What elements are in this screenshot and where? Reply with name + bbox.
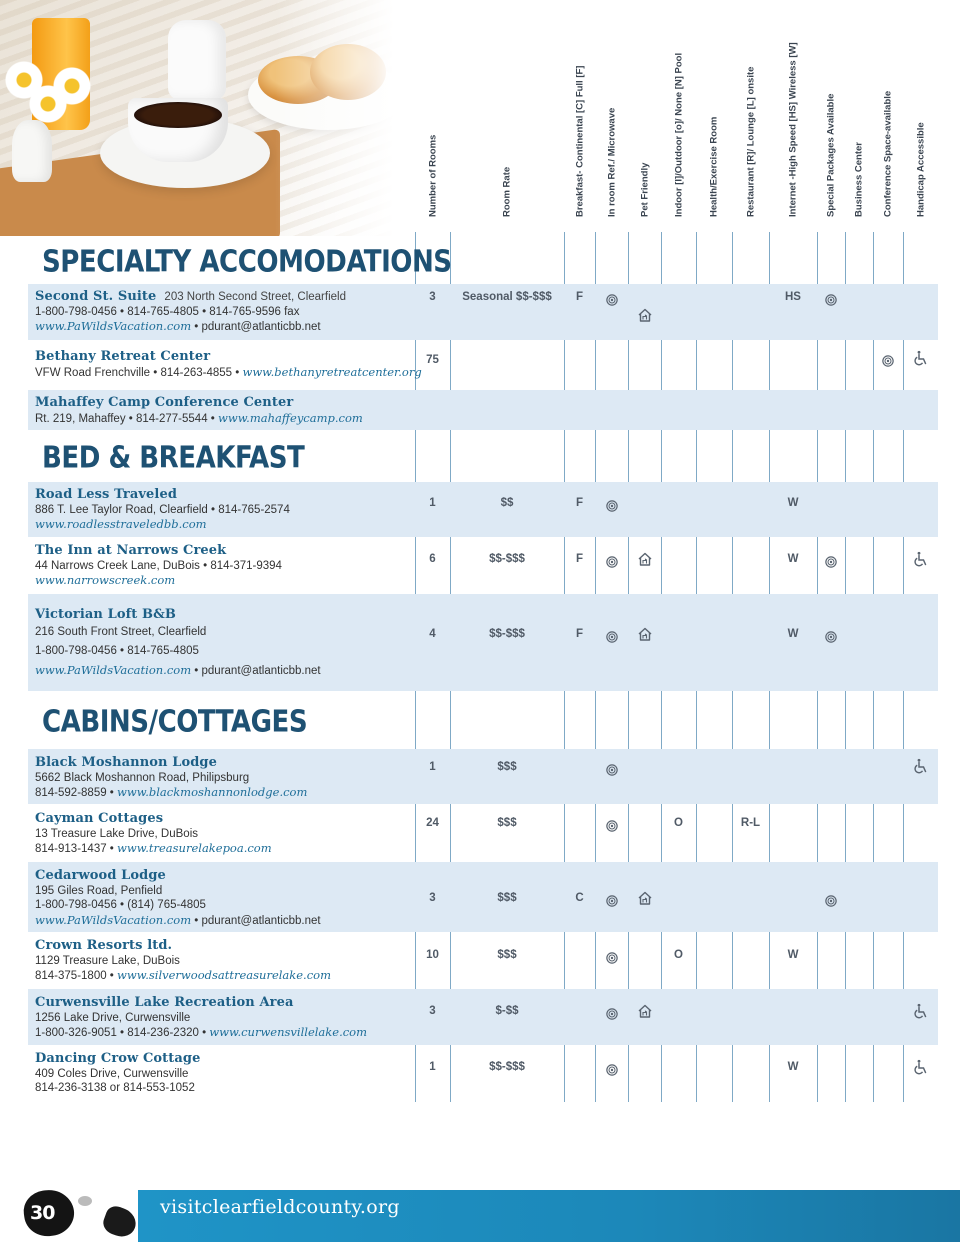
listing-contact-line: 886 T. Lee Taylor Road, Clearfield • 814-765-2574 bbox=[35, 503, 290, 516]
column-header-label: Number of Rooms bbox=[427, 134, 438, 217]
column-header bbox=[732, 0, 769, 232]
listing-entry bbox=[35, 939, 331, 984]
rate-value: $$-$$$ bbox=[489, 553, 525, 565]
listing-web-line bbox=[35, 841, 272, 857]
target-icon bbox=[606, 892, 618, 904]
rooms-value: 3 bbox=[429, 892, 436, 904]
listing-contact-prefix: 814-913-1437 • bbox=[35, 843, 118, 855]
target-icon bbox=[606, 291, 618, 303]
listing-entry bbox=[35, 488, 290, 533]
listing-website-link[interactable]: www.PaWildsVacation.com bbox=[35, 319, 192, 333]
target-icon bbox=[606, 1061, 618, 1073]
listing-website-link[interactable]: www.blackmoshannonlodge.com bbox=[117, 785, 308, 799]
breakfast-value: F bbox=[575, 497, 584, 509]
listing-contact-prefix: 814-375-1800 • bbox=[35, 970, 118, 982]
column-header bbox=[817, 0, 845, 232]
rooms-value: 6 bbox=[429, 553, 436, 565]
listing-web-line bbox=[35, 517, 290, 533]
column-header-label: Breakfast- Continental [C] Full [F] bbox=[574, 65, 585, 217]
internet-value: HS bbox=[785, 291, 801, 303]
target-icon bbox=[606, 949, 618, 961]
footer-website-link[interactable]: visitclearfieldcounty.org bbox=[160, 1196, 400, 1218]
target-icon bbox=[825, 628, 837, 640]
listing-website-link[interactable]: www.curwensvillelake.com bbox=[209, 1025, 367, 1039]
rate-value: $$$ bbox=[497, 949, 517, 961]
listing-website-link[interactable]: www.roadlesstraveledbb.com bbox=[35, 517, 207, 531]
wheelchair-icon bbox=[913, 758, 929, 774]
listing-name: Victorian Loft B&B bbox=[35, 607, 177, 622]
rate-value: Seasonal $$-$$$ bbox=[462, 291, 552, 303]
listing-website-link[interactable]: www.treasurelakepoa.com bbox=[117, 841, 272, 855]
rate-value: $$$ bbox=[497, 761, 517, 773]
column-header bbox=[873, 0, 903, 232]
house-pet-icon bbox=[637, 1003, 653, 1019]
column-header-label: Health/Exercise Room bbox=[708, 116, 720, 217]
hero-breakfast-photo bbox=[0, 0, 415, 236]
ink-splat-decoration bbox=[78, 1196, 92, 1206]
rate-value: $-$$ bbox=[495, 1005, 519, 1017]
listing-website-link[interactable]: www.mahaffeycamp.com bbox=[218, 410, 363, 425]
listing-web-line bbox=[35, 661, 321, 681]
rooms-value: 1 bbox=[429, 497, 436, 509]
listing-entry bbox=[35, 396, 363, 426]
listing-entry bbox=[35, 812, 272, 857]
rooms-value: 3 bbox=[429, 1005, 436, 1017]
column-header-label: In room Ref./ Microwave bbox=[606, 107, 617, 217]
rate-value: $$-$$$ bbox=[489, 628, 525, 640]
wheelchair-icon bbox=[913, 551, 929, 567]
listing-web-line bbox=[35, 785, 307, 801]
listing-web-line bbox=[35, 573, 282, 589]
listing-name: Cayman Cottages bbox=[35, 811, 164, 826]
breakfast-value: F bbox=[575, 628, 584, 640]
column-header bbox=[845, 0, 873, 232]
column-header-label: Conference Space-available bbox=[882, 90, 894, 217]
rate-value: $$$ bbox=[497, 892, 517, 904]
internet-value: W bbox=[787, 553, 799, 565]
rooms-value: 3 bbox=[429, 291, 436, 303]
listing-contact-prefix: VFW Road Frenchville • 814-263-4855 • bbox=[35, 366, 243, 379]
listing-website-link[interactable]: www.narrowscreek.com bbox=[35, 573, 176, 587]
column-header-label: Handicap Accessible bbox=[915, 122, 926, 217]
house-pet-icon bbox=[637, 626, 653, 642]
target-icon bbox=[606, 628, 618, 640]
listing-contact-line: 1-800-798-0456 • 814-765-4805 bbox=[35, 644, 199, 657]
ink-splat-decoration bbox=[100, 1203, 140, 1240]
listing-entry bbox=[35, 756, 307, 801]
column-header bbox=[628, 0, 661, 232]
pool-value: O bbox=[674, 817, 683, 829]
listing-contact-line: 216 South Front Street, Clearfield bbox=[35, 625, 207, 638]
listing-web-line bbox=[35, 968, 331, 984]
listing-website-link[interactable]: www.PaWildsVacation.com bbox=[35, 912, 192, 927]
internet-value: W bbox=[787, 1061, 799, 1073]
listing-web-line bbox=[35, 913, 321, 929]
rooms-value: 1 bbox=[429, 1061, 436, 1073]
wheelchair-icon bbox=[913, 1003, 929, 1019]
rooms-value: 10 bbox=[426, 949, 439, 961]
listing-contact-line: 44 Narrows Creek Lane, DuBois • 814-371-9394 bbox=[35, 559, 282, 572]
listing-website-link[interactable]: www.silverwoodsattreasurelake.com bbox=[117, 968, 331, 982]
listing-entry bbox=[35, 544, 282, 589]
target-icon bbox=[825, 892, 837, 904]
rooms-value: 4 bbox=[429, 628, 436, 640]
listing-contact-line: 5662 Black Moshannon Road, Philipsburg bbox=[35, 771, 250, 784]
listing-name: The Inn at Narrows Creek bbox=[35, 543, 227, 558]
column-header-label: Internet -High Speed [HS] Wireless [W] bbox=[787, 42, 799, 217]
listing-contact-line: 1-800-798-0456 • 814-765-4805 • 814-765-9596 fax bbox=[35, 305, 300, 318]
listing-email[interactable]: • pdurant@atlanticbb.net bbox=[191, 914, 321, 927]
breakfast-value: F bbox=[575, 553, 584, 565]
listing-name: Dancing Crow Cottage bbox=[35, 1051, 201, 1066]
column-header-label: Business Center bbox=[853, 142, 865, 217]
restaurant-value: R-L bbox=[740, 817, 761, 829]
rate-value: $$-$$$ bbox=[489, 1061, 525, 1073]
column-header bbox=[769, 0, 817, 232]
breakfast-value: C bbox=[575, 892, 584, 904]
column-header bbox=[661, 0, 696, 232]
internet-value: W bbox=[787, 949, 799, 961]
listing-entry bbox=[35, 608, 321, 681]
listing-contact-line: 814-236-3138 or 814-553-1052 bbox=[35, 1082, 195, 1094]
target-icon bbox=[606, 817, 618, 829]
listing-contact-line: 1-800-798-0456 • (814) 765-4805 bbox=[35, 899, 206, 911]
listing-name: Cedarwood Lodge bbox=[35, 868, 166, 883]
internet-value: W bbox=[787, 628, 799, 640]
listing-entry bbox=[35, 869, 321, 928]
listing-email[interactable]: • pdurant@atlanticbb.net bbox=[191, 321, 321, 333]
column-header bbox=[564, 0, 595, 232]
column-header-label: Indoor [I]/Outdoor [o]/ None [N] Pool bbox=[673, 52, 684, 217]
target-icon bbox=[882, 352, 894, 364]
listing-entry bbox=[35, 1052, 200, 1096]
column-header bbox=[696, 0, 732, 232]
listing-contact-line: 1129 Treasure Lake, DuBois bbox=[35, 954, 180, 967]
target-icon bbox=[606, 1005, 618, 1017]
listing-name: Curwensville Lake Recreation Area bbox=[35, 995, 294, 1010]
listing-name: Crown Resorts ltd. bbox=[35, 938, 173, 953]
target-icon bbox=[825, 291, 837, 303]
listing-entry bbox=[35, 350, 422, 380]
listing-contact-line: 195 Giles Road, Penfield bbox=[35, 884, 163, 897]
section-heading-cabins: CABINS/COTTAGES bbox=[42, 703, 308, 739]
target-icon bbox=[825, 553, 837, 565]
house-pet-icon bbox=[637, 551, 653, 567]
listing-web-line bbox=[35, 365, 422, 381]
target-icon bbox=[606, 761, 618, 773]
column-header bbox=[903, 0, 938, 232]
listing-contact-prefix: 814-592-8859 • bbox=[35, 787, 118, 799]
breakfast-value: F bbox=[575, 291, 584, 303]
column-header bbox=[415, 0, 450, 232]
column-header-label: Special Packages Available bbox=[825, 93, 837, 217]
section-heading-bnb: BED & BREAKFAST bbox=[42, 439, 305, 475]
listing-contact-line: 13 Treasure Lake Drive, DuBois bbox=[35, 827, 198, 840]
listing-web-line bbox=[35, 1025, 367, 1041]
listing-web-line bbox=[35, 411, 363, 427]
listing-website-link[interactable]: www.bethanyretreatcenter.org bbox=[242, 364, 422, 379]
pool-value: O bbox=[674, 949, 683, 961]
column-header-label: Pet Friendly bbox=[639, 162, 650, 217]
rooms-value: 75 bbox=[426, 354, 439, 366]
listing-name: Bethany Retreat Center bbox=[35, 349, 211, 364]
listing-address: 203 North Second Street, Clearfield bbox=[164, 291, 346, 303]
listing-name: Second St. Suite bbox=[35, 289, 157, 304]
page-number: 30 bbox=[30, 1202, 55, 1224]
listing-name: Road Less Traveled bbox=[35, 487, 178, 502]
listing-entry bbox=[35, 996, 367, 1041]
house-pet-icon bbox=[637, 890, 653, 906]
listing-email[interactable]: • pdurant@atlanticbb.net bbox=[191, 664, 321, 677]
column-header bbox=[595, 0, 628, 232]
house-pet-icon bbox=[637, 307, 653, 323]
listing-contact-line: 409 Coles Drive, Curwensville bbox=[35, 1067, 189, 1080]
listing-web-line bbox=[35, 319, 346, 335]
rooms-value: 24 bbox=[426, 817, 439, 829]
target-icon bbox=[606, 553, 618, 565]
wheelchair-icon bbox=[913, 1059, 929, 1075]
column-header-label: Restaurant [R]/ Lounge [L] onsite bbox=[745, 66, 756, 217]
rooms-value: 1 bbox=[429, 761, 436, 773]
target-icon bbox=[606, 497, 618, 509]
internet-value: W bbox=[787, 497, 799, 509]
section-heading-specialty: SPECIALTY ACCOMODATIONS bbox=[42, 243, 452, 279]
listing-entry bbox=[35, 290, 346, 335]
listing-website-link[interactable]: www.PaWildsVacation.com bbox=[35, 662, 192, 677]
rate-value: $$$ bbox=[497, 817, 517, 829]
listing-contact-line: 1256 Lake Drive, Curwensville bbox=[35, 1011, 191, 1024]
listing-name: Mahaffey Camp Conference Center bbox=[35, 395, 294, 410]
rate-value: $$ bbox=[500, 497, 514, 509]
listing-name: Black Moshannon Lodge bbox=[35, 755, 217, 770]
listing-contact-prefix: 1-800-326-9051 • 814-236-2320 • bbox=[35, 1027, 210, 1039]
column-header-label: Room Rate bbox=[501, 166, 513, 217]
column-header bbox=[450, 0, 564, 232]
wheelchair-icon bbox=[913, 350, 929, 366]
listing-contact-prefix: Rt. 219, Mahaffey • 814-277-5544 • bbox=[35, 412, 219, 425]
